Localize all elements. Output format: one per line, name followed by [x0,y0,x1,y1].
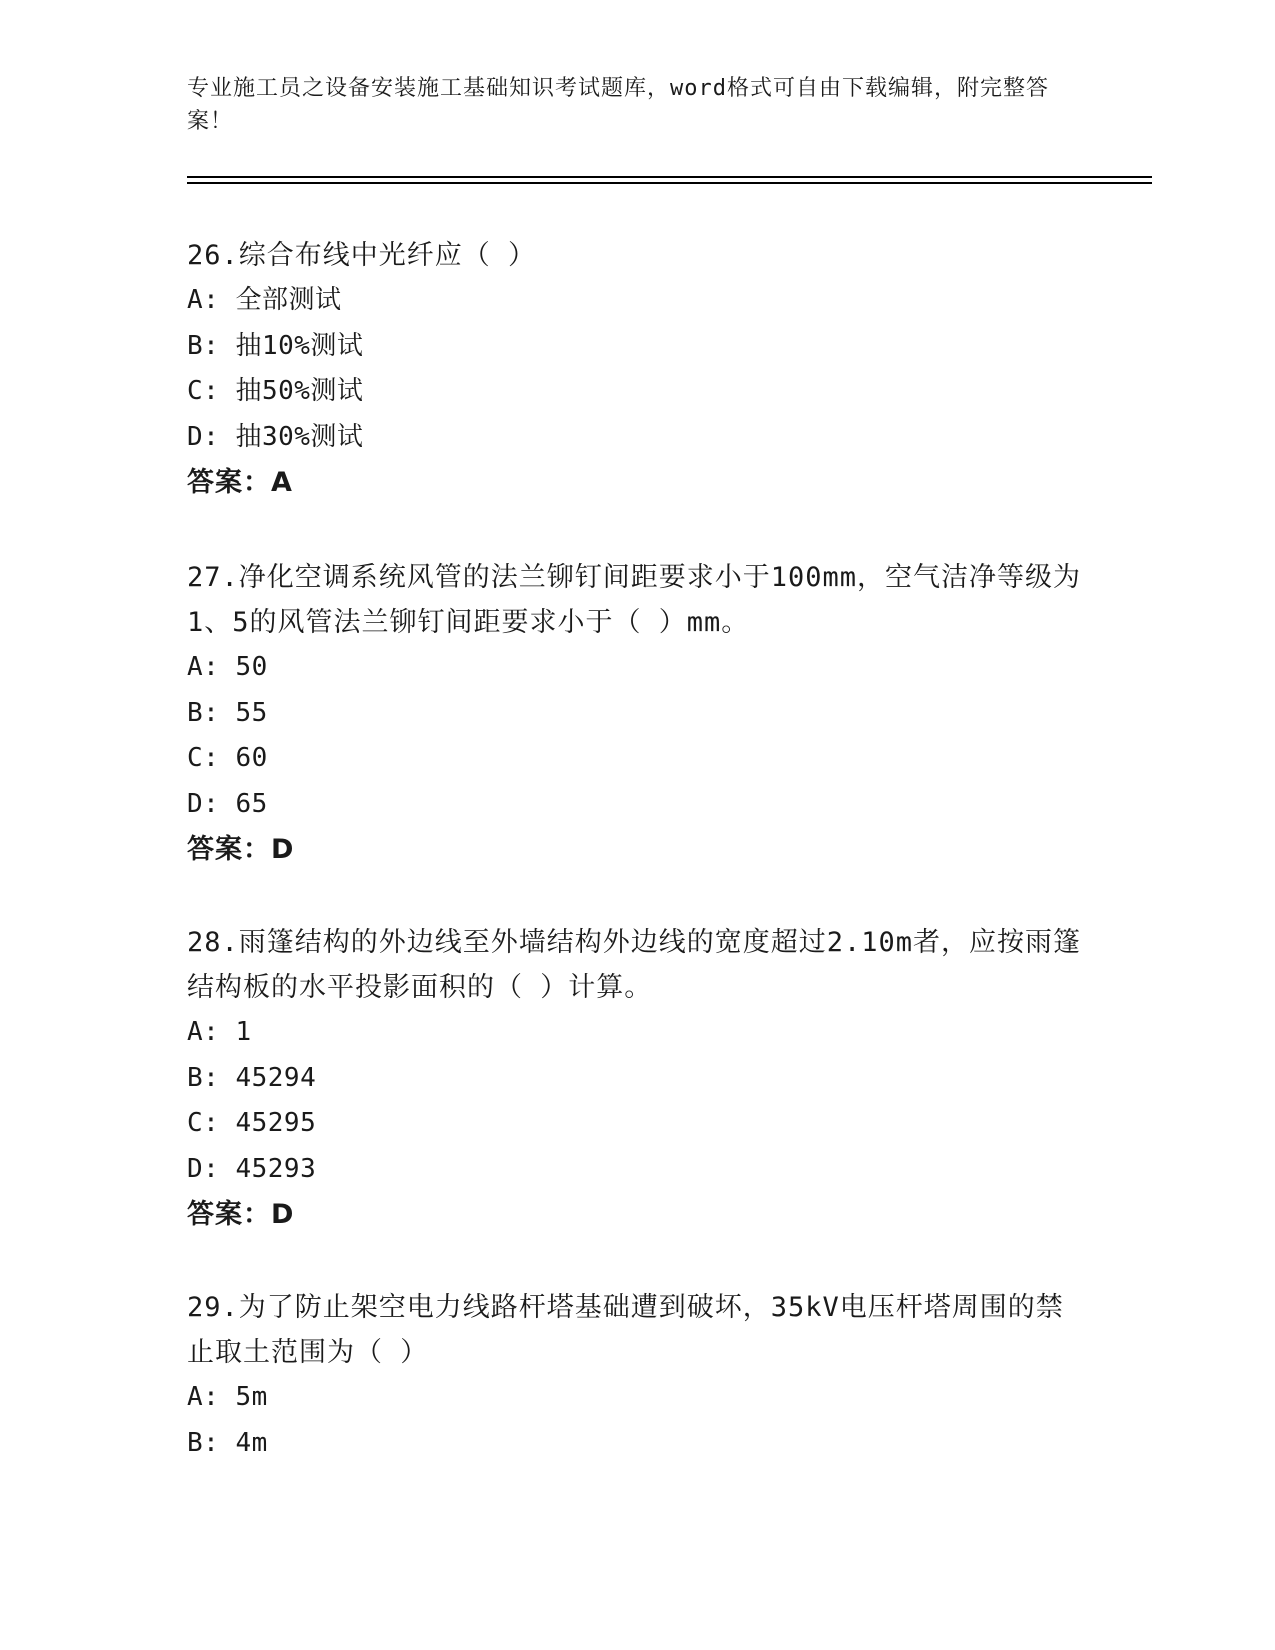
answer: 答案：D [187,834,295,865]
option-b: B: 55 [187,697,268,728]
option-a: A: 5m [187,1382,268,1412]
option-a: A: 50 [187,652,268,682]
option-c: C: 抽50%测试 [187,376,364,406]
option-d: D: 65 [187,788,268,819]
question-29 [187,1285,1087,1466]
option-c: C: 60 [187,743,268,773]
document-header: 专业施工员之设备安装施工基础知识考试题库，word格式可自由下载编辑，附完整答案！ [187,76,1049,134]
header-rule-bottom [187,182,1152,184]
option-a: A: 全部测试 [187,285,342,315]
question-stem: 29.为了防止架空电力线路杆塔基础遭到破坏，35kV电压杆塔周围的禁止取土范围为（ ） [187,1292,1064,1368]
option-d: D: 抽30%测试 [187,421,364,452]
option-c: C: 45295 [187,1108,317,1138]
question-stem: 27.净化空调系统风管的法兰铆钉间距要求小于100mm，空气洁净等级为1、5的风管法兰铆钉间距要求小于（ ）mm。 [187,562,1082,638]
answer: 答案：D [187,1199,295,1230]
header-rule-top [187,176,1152,178]
question-28 [187,920,1087,1237]
option-b: B: 45294 [187,1062,317,1093]
question-26 [187,233,1087,505]
answer: 答案：A [187,467,293,498]
option-b: B: 抽10%测试 [187,330,364,361]
option-a: A: 1 [187,1017,252,1047]
question-stem: 28.雨篷结构的外边线至外墙结构外边线的宽度超过2.10m者，应按雨篷结构板的水平投影面积的（ ）计算。 [187,927,1082,1003]
question-27 [187,555,1087,872]
option-d: D: 45293 [187,1153,317,1184]
option-b: B: 4m [187,1427,268,1458]
question-stem: 26.综合布线中光纤应（ ） [187,240,537,271]
